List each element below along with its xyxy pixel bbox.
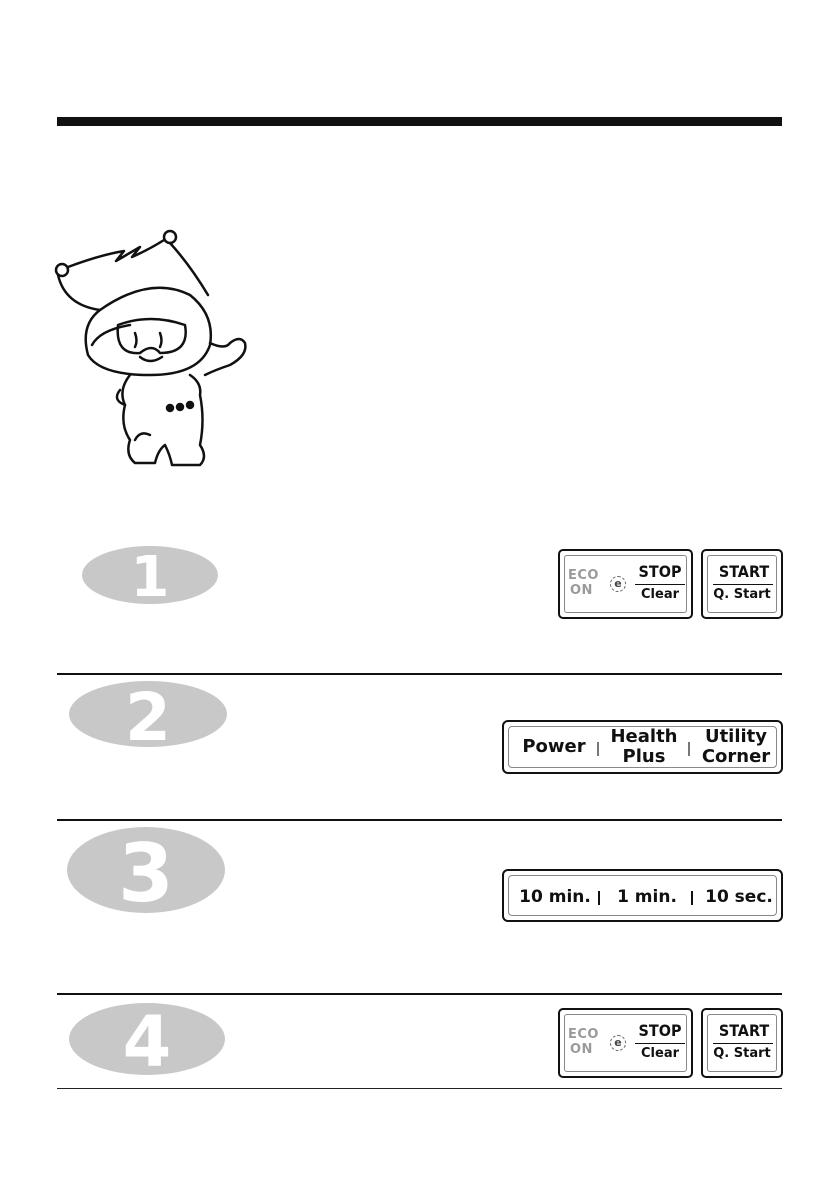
header-rule	[57, 117, 782, 126]
one-min-button[interactable]: 1 min.	[617, 887, 677, 907]
start-quick-start-button[interactable]	[701, 549, 783, 619]
quick-start-label: Q. Start	[713, 1046, 771, 1061]
step-2-badge	[68, 680, 228, 748]
ten-sec-button[interactable]: 10 sec.	[705, 887, 773, 907]
start-quick-start-button[interactable]	[701, 1008, 783, 1078]
step-1-number: 1	[130, 545, 170, 605]
step-4-number: 4	[122, 1002, 172, 1076]
start-label: START	[718, 1021, 770, 1040]
mode-button-panel	[502, 720, 783, 774]
health-plus-button[interactable]: Health Plus	[610, 726, 678, 767]
step-3-number: 3	[118, 827, 174, 914]
step-divider	[57, 673, 782, 675]
eco-label: ECO ON	[568, 1027, 599, 1057]
step-3-badge	[66, 826, 226, 914]
stop-label: STOP	[638, 562, 682, 581]
step-4-badge	[68, 1002, 226, 1076]
eco-leaf-icon: e	[610, 1035, 626, 1051]
start-label: START	[718, 562, 770, 581]
eco-stop-clear-button[interactable]	[558, 549, 693, 619]
step-divider	[57, 993, 782, 995]
quick-start-label: Q. Start	[713, 587, 771, 602]
clear-label: Clear	[641, 587, 679, 602]
ten-min-button[interactable]: 10 min.	[519, 887, 591, 907]
utility-corner-button[interactable]: Utility Corner	[701, 726, 771, 767]
mascot-illustration	[40, 225, 265, 475]
eco-leaf-icon: e	[610, 576, 626, 592]
time-button-panel	[502, 869, 783, 922]
step-divider	[57, 1088, 782, 1089]
step-2-number: 2	[125, 680, 171, 748]
step-1-badge	[80, 545, 220, 605]
stop-label: STOP	[638, 1021, 682, 1040]
eco-label: ECO ON	[568, 568, 599, 598]
clear-label: Clear	[641, 1046, 679, 1061]
power-button[interactable]: Power	[522, 736, 586, 757]
eco-stop-clear-button[interactable]	[558, 1008, 693, 1078]
step-divider	[57, 819, 782, 821]
